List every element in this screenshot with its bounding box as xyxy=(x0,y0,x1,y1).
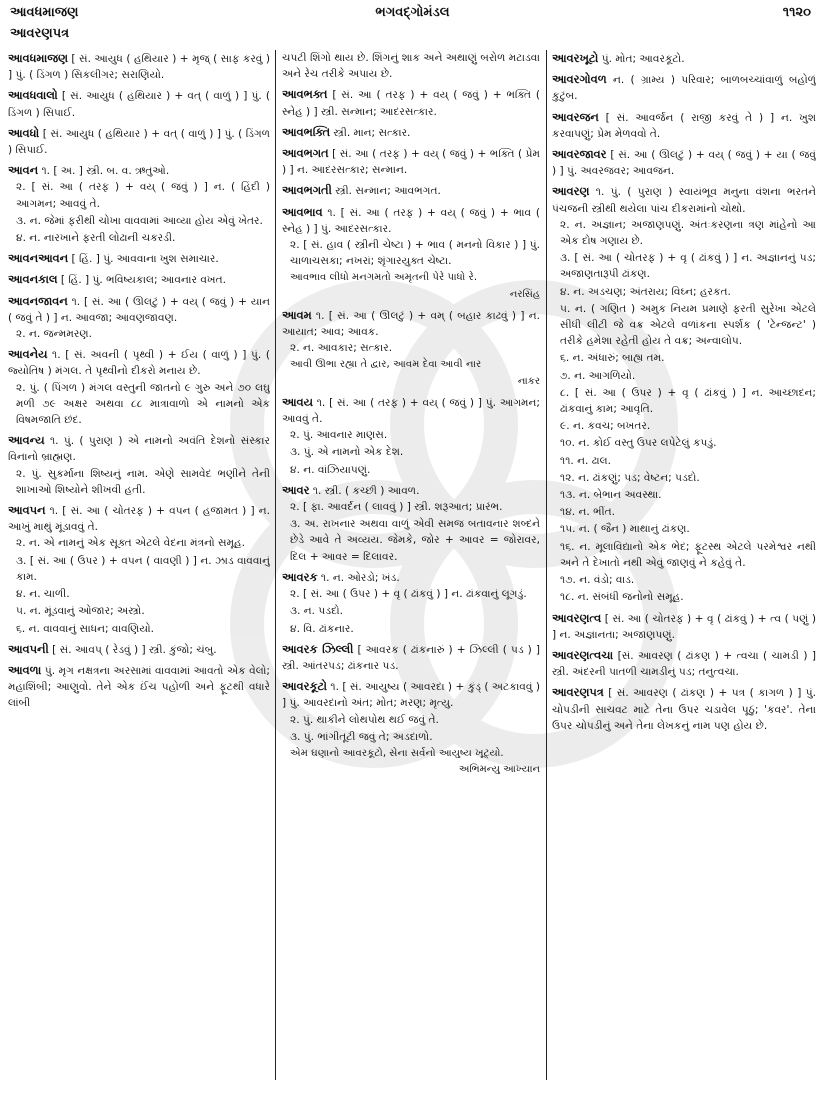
sense: ૪. ન. વાંઝિયાપણું. xyxy=(290,463,371,476)
headword: આવધમાજણ xyxy=(8,51,68,65)
headword: આવપની xyxy=(8,641,49,656)
headword: આવભક્ત xyxy=(282,87,328,102)
dictionary-entry xyxy=(282,394,540,478)
definition: ૧. સ્ત્રી. ( કચ્છી ) આવળ. xyxy=(312,484,420,497)
dictionary-entry xyxy=(8,125,270,158)
headword: આવરજાવર xyxy=(552,147,607,162)
definition: સ્ત્રી. માન; સત્કાર. xyxy=(333,126,411,139)
dictionary-entry xyxy=(282,678,540,778)
sense: ૧૦. ન. કોઈ વસ્તુ ઉપર લપેટેલું કપડું. xyxy=(560,437,717,450)
sense: ૩. પું. એ નામનો એક દેશ. xyxy=(290,446,404,459)
dictionary-entry xyxy=(8,662,270,712)
dictionary-entry xyxy=(8,87,270,120)
definition: [ સં. આવર્જન ( રાજી કરવું તે ) ] ન. ખુશ કરવાપણું; પ્રેમ મેળવવો તે. xyxy=(552,111,816,140)
sense: ૨. ન. આવકાર; સત્કાર. xyxy=(290,342,393,355)
dictionary-entry xyxy=(552,647,816,680)
headword: આવરકૂટો xyxy=(282,679,327,694)
dictionary-entry xyxy=(282,204,540,303)
definition: [ સં. આ ( ઊલટું ) + વય્ ( જવું ) + યા ( જવું ) ] પું. અવરજવર; આવજન. xyxy=(552,149,816,178)
sense: ૨. [ સં. હાવ ( સ્ત્રીની ચેષ્ટા ) + ભાવ ( મનનો વિકાર ) ] પું. ચાળાચસકા; નખરાં; શૃંગારયુક્ત ચેષ્ટા. xyxy=(290,239,540,268)
headword: આવરજન xyxy=(552,109,599,124)
entry-continuation: ચપટી શિંગો થાય છે. શિંગનું શાક અને અથાણું બરોળ મટાડવા અને રેચ તરીકે અપાય છે. xyxy=(282,52,540,81)
headword: આવરક xyxy=(282,569,318,584)
definition: [સં. આવરણ ( ઢાંકણ ) + ત્વચા ( ચામડી ) ] સ્ત્રી. અંદરની પાતળી ચામડીનું પડ; તનુત્વચા. xyxy=(552,649,816,679)
headword: આવરણત્વ xyxy=(552,610,602,625)
column-3 xyxy=(552,50,816,1090)
sense: ૨. ન. અજ્ઞાન; અજાણપણું. અંતઃકરણના ત્રણ માંહેનો આ એક દોષ ગણાય છે. xyxy=(560,218,816,248)
headword: આવભગત xyxy=(282,146,329,161)
definition: [ આવરક ( ઢાંકનારું ) + ઝિલ્લી ( પડ ) ] સ્ત્રી. આંતરપડ; ઢાંકનાર પડ. xyxy=(282,643,540,672)
dictionary-columns xyxy=(0,50,825,1090)
headword: આવળા xyxy=(8,662,42,677)
sense: ૩. [ સં. આ ( ચોતરફ ) + વૃ ( ઢાંકવું ) ] ન. અજ્ઞાનનું પડ; અજાણતારૂપી ઢાંકણ. xyxy=(560,252,816,281)
definition: ૧. [ સં. આ ( ઊલટું ) + વમ્ ( બહાર કાઢવું ) ] ન. આયાત; આવ; આવક. xyxy=(282,309,540,339)
sense: ૩. પું. ભાંગીતૂટી જવું તે; અડદાળો. xyxy=(290,730,433,743)
sense: ૬. ન. વાવવાનું સાધન; વાવણિયો. xyxy=(16,622,155,635)
definition: ૧. [ સં. આ ( ઊલટું ) + વય્ ( જવું ) + યાન ( જવું તે ) ] ન. આવજા; આવણજાવણ. xyxy=(8,295,270,324)
dictionary-entry xyxy=(552,183,816,605)
definition: ૧. ન. ઓરડો; ખંડ. xyxy=(320,571,400,584)
citation-quote: આવભાવ લીધો મનગમતો અમૃતની પેરે પાધો રે. xyxy=(290,272,478,284)
sense: ૨. [ સં. આ ( ઉપર ) + વૃ ( ઢાંકવું ) ] ન. ઢાંકવાનું લૂગડું. xyxy=(290,588,527,601)
guide-word-first: આવધમાજણ xyxy=(10,5,79,20)
sense: ૭. ન. આગળિયો. xyxy=(560,369,636,382)
sense: ૩. [ સં. આ ( ઉપર ) + વપન ( વાવણી ) ] ન. ઝાડ વાવવાનું કામ. xyxy=(16,554,270,583)
sense: ૨. પું. ( પિંગળ ) મંગલ વસ્તુની જાતનો ૯ ગુરુ અને ૭૦ લઘુ મળી ૭૯ અક્ષર અથવા ૮૮ માત્રાવાળો એ નામનો એક વિષમજાતિ છંદ. xyxy=(16,381,270,427)
definition: ૧. પું. ( પુરાણ ) સ્વાયંભૂવ મનુના વંશના ભરતને પંચજની સ્ત્રીથી થયેલા પાંચ દીકરામાંનો ચોથો. xyxy=(552,186,816,215)
headword: આવરક ઝિલ્લી xyxy=(282,641,354,656)
column-1 xyxy=(8,50,270,1090)
headword: આવનઆવન xyxy=(8,251,69,266)
sense: ૧૨. ન. ઢાંકણું; પડ; વેષ્ટન; પડદો. xyxy=(560,471,700,484)
book-title: ભગવદ્ગોમંડલ xyxy=(375,5,450,20)
dictionary-entry xyxy=(282,86,540,119)
dictionary-entry xyxy=(282,124,540,141)
definition: [ સં. આ ( તરફ ) + વય્ ( જવું ) + ભક્તિ ( સ્નેહ ) ] સ્ત્રી. સન્માન; આદરસત્કાર. xyxy=(282,89,540,118)
citation-source: નાકર xyxy=(517,375,540,387)
definition: ૧. [ સં. આ ( ચોતરફ ) + વપન ( હજામત ) ] ન. આખું માથું મૂંડાવવું તે. xyxy=(8,505,270,534)
definition: [ સં. આયુધ ( હથિયાર ) + મૃજ્ ( સાફ કરવું ) ] પું. ( ડિંગળ ) સિકલીગર; સરાણિયો. xyxy=(8,53,270,82)
sense: ૧૭. ન. વંડો; વાડ. xyxy=(560,574,635,587)
definition: [ સં. આવરણ ( ઢાંકણ ) + પત્ર ( કાગળ ) ] પું. ચોપડીની સાચવટ માટે તેના ઉપર ચડાવેલ પૂઠું; 'કવર'. તેના ઉપર ચોપડીનું અને તેના લેખકનું નામ પણ હોય છે. xyxy=(552,687,816,732)
sense: ૪. ન. અડચણ; અંતરાય; વિઘ્ન; હરકત. xyxy=(560,285,731,298)
dictionary-entry xyxy=(552,50,816,67)
headword: આવનેય xyxy=(8,347,48,362)
sense: ૪. ન. નારખાને ફરતી લોઢાની ચકરડી. xyxy=(16,232,176,245)
dictionary-entry xyxy=(8,346,270,428)
headword: આવધવાલો xyxy=(8,88,58,103)
page-header xyxy=(0,0,825,50)
headword: આવનકાલ xyxy=(8,272,58,287)
dictionary-entry xyxy=(552,146,816,179)
definition: [ હિં. ] પું. આવવાના ખુશ સમાચાર. xyxy=(71,253,219,266)
dictionary-entry xyxy=(552,684,816,734)
sense: ૩. અ. રાખનાર અથવા વાળું એવી સમજ બતાવનાર શબ્દને છેડે આવે તે અવ્યય. જેમકે, જોર + આવર = જોરાવર, દિલ + આવર = દિલાવર. xyxy=(290,518,540,563)
sense: ૧૮. ન. સંબંધી જનોનો સમૂહ. xyxy=(560,591,684,604)
definition: ૧. [ સં. આ ( તરફ ) + વય્ ( જવું ) ] પું. આગમન; આવવું તે. xyxy=(282,396,540,426)
definition: ન. ( ગ્રામ્ય ) પરિવાર; બાળબચ્ચાંવાળું બહોળું કુટુંબ. xyxy=(552,74,816,103)
definition: ૧. [ અ. ] સ્ત્રી. બ. વ. ઋતુઓ. xyxy=(41,165,170,178)
dictionary-entry xyxy=(8,432,270,498)
sense: ૧૧. ન. ઢાલ. xyxy=(560,454,611,467)
definition: [ સં. આ ( તરફ ) + વય્ ( જવું ) + ભક્તિ ( પ્રેમ ) ] ન. આદરસત્કાર; સન્માન. xyxy=(282,148,540,177)
sense: ૫. ન. મૂંડવાનું ઓજાર; અસ્ત્રો. xyxy=(16,605,145,618)
sense: ૨. પું. આવનાર માણસ. xyxy=(290,429,388,442)
headword: આવય xyxy=(282,394,313,409)
sense: ૫. ન. ( ગણિત ) અમુક નિયમ પ્રમાણે ફરતી સુરેખા એટલે સીધી લીટી જે વક્ર એટલે વળાંકના સ્પર્શક ( 'ટેન્જન્ટ' ) તરીકે હમેશા રહેતી હોય તે વક્ર; અન્વાલોપ. xyxy=(560,302,816,348)
sense: ૪. વિ. ઢાંકનાર. xyxy=(290,622,354,635)
definition: [ સં. આ ( ચોતરફ ) + વૃ ( ઢાંકવું ) + ત્વ ( પણું ) ] ન. અજ્ઞાનતા; અજાણપણું. xyxy=(552,612,816,641)
sense: ૨. પું. થાકીને લોથપોથ થઈ જવું તે. xyxy=(290,713,439,726)
sense: ૨. પું. સુકર્માના શિષ્યનું નામ. એણે સામવેદ ભણીને તેની શાખાઓ શિષ્યોને શીખવી હતી. xyxy=(16,467,270,496)
dictionary-entry xyxy=(282,182,540,199)
sense: ૯. ન. કવચ; બખતર. xyxy=(560,420,651,433)
headword: આવન્ય xyxy=(8,433,45,448)
headword: આવન xyxy=(8,163,39,178)
dictionary-entry xyxy=(552,71,816,104)
sense: ૪. ન. ચાળી. xyxy=(16,588,70,601)
definition: [ સં. આયુધ ( હથિયાર ) + વત્ ( વાળું ) ] પું. ( ડિંગળ ) સિપાઈ. xyxy=(8,127,270,157)
headword: આવધો xyxy=(8,125,40,140)
headword: આવરગોવળ xyxy=(552,72,607,87)
sense: ૨. [ સં. આ ( તરફ ) + વય્ ( જવું ) ] ન. ( હિંદી ) આગમન; આવવું તે. xyxy=(16,181,270,210)
sense: ૧૩. ન. બેભાન અવસ્થા. xyxy=(560,489,662,502)
headword: આવમ xyxy=(282,307,312,322)
dictionary-entry xyxy=(8,50,270,83)
dictionary-entry xyxy=(282,145,540,178)
citation-source: નરસિંહ xyxy=(509,288,540,300)
headword: આવરણત્વચા xyxy=(552,647,614,662)
definition: [ સં. આવપ્ ( રેડવું ) ] સ્ત્રી. કુંજો; ચંબુ. xyxy=(52,643,217,656)
citation-source: અભિમન્યુ આખ્યાન xyxy=(458,764,540,776)
dictionary-entry xyxy=(282,641,540,674)
headword: આવભાવ xyxy=(282,204,323,219)
sense: ૬. ન. અંધારું; બાહ્ય તમ. xyxy=(560,352,665,365)
definition: ૧. [ સં. અવની ( પૃથ્વી ) + ઈય ( વાળું ) ] પું. ( જ્યોતિષ ) મંગલ. તે પૃથ્વીનો દીકરો મનાય છે. xyxy=(8,349,270,378)
page-number: ૧૧૨૦ xyxy=(782,5,811,20)
guide-word-last: આવરણપત્ર xyxy=(10,26,70,41)
dictionary-entry xyxy=(282,482,540,565)
sense: ૩. ન. જેમાં ફરીથી ચોખા વાવવામાં આવ્યા હોય એવું ખેતર. xyxy=(16,214,263,227)
definition: પું. મૃગ નક્ષત્રના અરસામાં વાવવામાં આવતો એક વેલો; મહાશિંબી; આણુવો. તેને એક ઈંચ પહોળી અને ફૂટથી વધારે લાંબી xyxy=(8,664,270,710)
headword: આવર xyxy=(282,482,310,497)
sense: ૮. [ સં. આ ( ઉપર ) + વૃ ( ઢાંકવું ) ] ન. આચ્છાદન; ઢાંકવાનું કામ; આવૃતિ. xyxy=(560,386,816,416)
dictionary-entry xyxy=(8,293,270,343)
definition: ૧. પું. ( પુરાણ ) એ નામનો અવંતિ દેશનો સંસ્કાર વિનાનો બ્રાહ્મણ. xyxy=(8,435,270,464)
sense: ૧૫. ન. ( જૈન ) માથાનું ઢાંકણ. xyxy=(560,523,690,536)
headword: આવભક્તિ xyxy=(282,124,331,139)
headword: આવરણપત્ર xyxy=(552,685,604,700)
headword: આવભગતી xyxy=(282,183,332,198)
headword: આવરખૂટો xyxy=(552,51,599,65)
definition: ૧. [ સં. આ ( તરફ ) + વય્ ( જવું ) + ભાવ ( સ્નેહ ) ] પું. આદરસત્કાર. xyxy=(282,206,540,235)
definition: [ હિં. ] પું. ભવિષ્યકાલ; આવનાર વખત. xyxy=(60,274,227,287)
sense: ૨. ન. જન્મમરણ. xyxy=(16,328,92,341)
citation-quote: આવી ઊભા રહ્યા તે દ્વાર, આવમ દેવા આવી નાર xyxy=(290,359,482,371)
sense: ૧૪. ન. ભીંત. xyxy=(560,506,616,519)
definition: [ સં. આયુધ ( હથિયાર ) + વત્ ( વાળું ) ] પું. ( ડિંગળ ) સિપાઈ. xyxy=(8,90,270,119)
dictionary-entry xyxy=(8,641,270,658)
definition: સ્ત્રી. સન્માન; આવભગત. xyxy=(335,185,441,198)
dictionary-entry xyxy=(8,502,270,637)
definition: ૧. [ સં. આયુષ્ય ( આવરદા ) + કુંડ્ ( અટકાવવું ) ] પું. આવરદાનો અંત; મોત; મરણ; મૃત્યુ. xyxy=(282,681,540,710)
column-2 xyxy=(282,50,540,1090)
headword: આવરણ xyxy=(552,184,590,199)
sense: ૩. ન. પડદો. xyxy=(290,605,344,618)
headword: આવપન xyxy=(8,503,46,518)
headword: આવનજાવન xyxy=(8,293,68,308)
citation-quote: એમ ઘણાનો આવરકૂટો, સેના સર્વનો આયુષ્ય ખૂટ્યો. xyxy=(290,747,504,759)
dictionary-entry xyxy=(282,569,540,637)
definition: પું. મોત; આવરકૂટો. xyxy=(601,53,685,65)
dictionary-entry xyxy=(552,109,816,142)
dictionary-entry xyxy=(8,162,270,246)
dictionary-entry xyxy=(282,307,540,390)
sense: ૨. ન. એ નામનું એક સૂક્ત એટલે વેદના મંત્રનો સમૂહ. xyxy=(16,537,245,550)
dictionary-entry xyxy=(8,250,270,267)
sense: ૨. [ ફા. આવર્દન ( લાવવું ) ] સ્ત્રી. શરૂઆત; પ્રારંભ. xyxy=(290,501,503,514)
dictionary-entry xyxy=(552,610,816,643)
sense: ૧૬. ન. મૂલાવિદ્યાનો એક ભેદ; ફૂટસ્થ એટલે પરમેશ્વર નથી અને તે દેખાતો નથી એવું જાણવું ને કહેવું તે. xyxy=(560,540,816,569)
dictionary-entry xyxy=(8,271,270,288)
